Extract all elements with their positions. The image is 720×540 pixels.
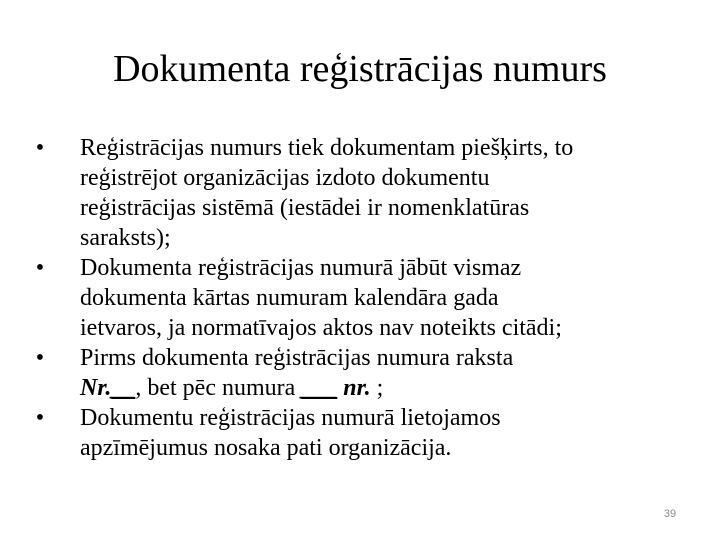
nr-connector-text: , bet pēc numura xyxy=(135,375,302,401)
bullet-line: ietvaros, ja normatīvajos aktos nav noteikts citādi; xyxy=(80,315,562,341)
bullet-line-nr-example xyxy=(80,373,700,403)
bullet-item-number-content xyxy=(30,253,700,343)
bullet-icon: • xyxy=(35,135,45,161)
bullet-line: reģistrējot organizācijas izdoto dokumentu xyxy=(80,165,490,191)
bullet-icon: • xyxy=(35,405,45,431)
nr-end-text: ; xyxy=(370,375,384,401)
nr-suffix-text: nr. xyxy=(337,375,371,401)
bullet-line: Pirms dokumenta reģistrācijas numura raksta xyxy=(80,345,514,371)
nr-blank-after: ___ xyxy=(301,375,338,401)
nr-blank-before: __ xyxy=(111,375,136,401)
bullet-icon: • xyxy=(35,345,45,371)
nr-prefix-text: Nr. xyxy=(80,375,112,401)
bullet-line: Dokumenta reģistrācijas numurā jābūt vismaz xyxy=(80,255,522,281)
bullet-line: reģistrācijas sistēmā (iestādei ir nomenklatūras xyxy=(80,195,530,221)
slide-title: Dokumenta reģistrācijas numurs xyxy=(113,48,607,90)
bullet-item-registration-assignment xyxy=(30,133,700,253)
page-number: 39 xyxy=(663,508,677,520)
bullet-line: apzīmējumus nosaka pati organizācija. xyxy=(80,435,452,461)
bullet-item-designations xyxy=(30,403,700,463)
bullet-icon: • xyxy=(35,255,45,281)
bullet-line: dokumenta kārtas numuram kalendāra gada xyxy=(80,285,499,311)
bullet-line: saraksts); xyxy=(80,225,171,251)
bullet-line: Reģistrācijas numurs tiek dokumentam piešķirts, to xyxy=(80,135,574,161)
bullet-list xyxy=(30,133,700,463)
bullet-line: Dokumentu reģistrācijas numurā lietojamos xyxy=(80,405,501,431)
bullet-item-nr-notation xyxy=(30,343,700,403)
